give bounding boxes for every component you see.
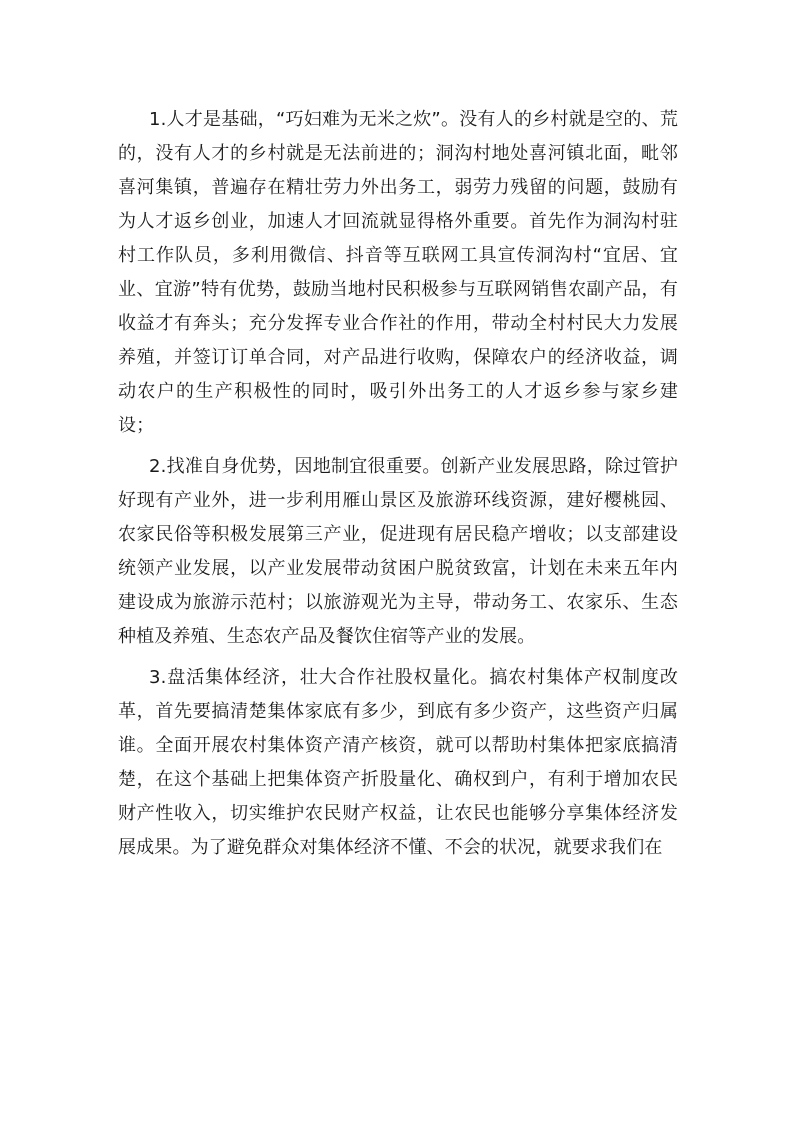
paragraph-collective-economy: 3.盘活集体经济，壮大合作社股权量化。搞农村集体产权制度改革，首先要搞清楚集体家底有多少，到底有多少资产，这些资产归属谁。全面开展农村集体资产清产核资，就可以帮助村集体把家底搞清楚，在这个基础上把集体资产折股量化、确权到户，有利于增加农民财产性收入，切实维护农民财产权益，让农民也能够分享集体经济发展成果。为了避免群众对集体经济不懂、不会的状况，就要求我们在	[118, 667, 678, 858]
paragraph-talent: 1.人才是基础，“巧妇难为无米之炊”。没有人的乡村就是空的、荒的，没有人才的乡村就是无法前进的；洞沟村地处喜河镇北面，毗邻喜河集镇，普遍存在精壮劳力外出务工，弱劳力残留的问题，鼓励有为人才返乡创业，加速人才回流就显得格外重要。首先作为洞沟村驻村工作队员，多利用微信、抖音等互联网工具宣传洞沟村“宜居、宜业、宜游”特有优势，鼓励当地村民积极参与互联网销售农副产品，有收益才有奔头；充分发挥专业合作社的作用，带动全村村民大力发展养殖，并签订订单合同，对产品进行收购，保障农户的经济收益，调动农户的生产积极性的同时，吸引外出务工的人才返乡参与家乡建设；	[118, 109, 678, 436]
paragraph-local-advantage: 2.找准自身优势，因地制宜很重要。创新产业发展思路，除过管护好现有产业外，进一步利用雁山景区及旅游环线资源，建好樱桃园、农家民俗等积极发展第三产业，促进现有居民稳产增收；以支部建设统领产业发展，以产业发展带动贫困户脱贫致富，计划在未来五年内建设成为旅游示范村；以旅游观光为主导，带动务工、农家乐、生态种植及养殖、生态农产品及餐饮住宿等产业的发展。	[118, 456, 678, 647]
document-body	[118, 103, 678, 865]
